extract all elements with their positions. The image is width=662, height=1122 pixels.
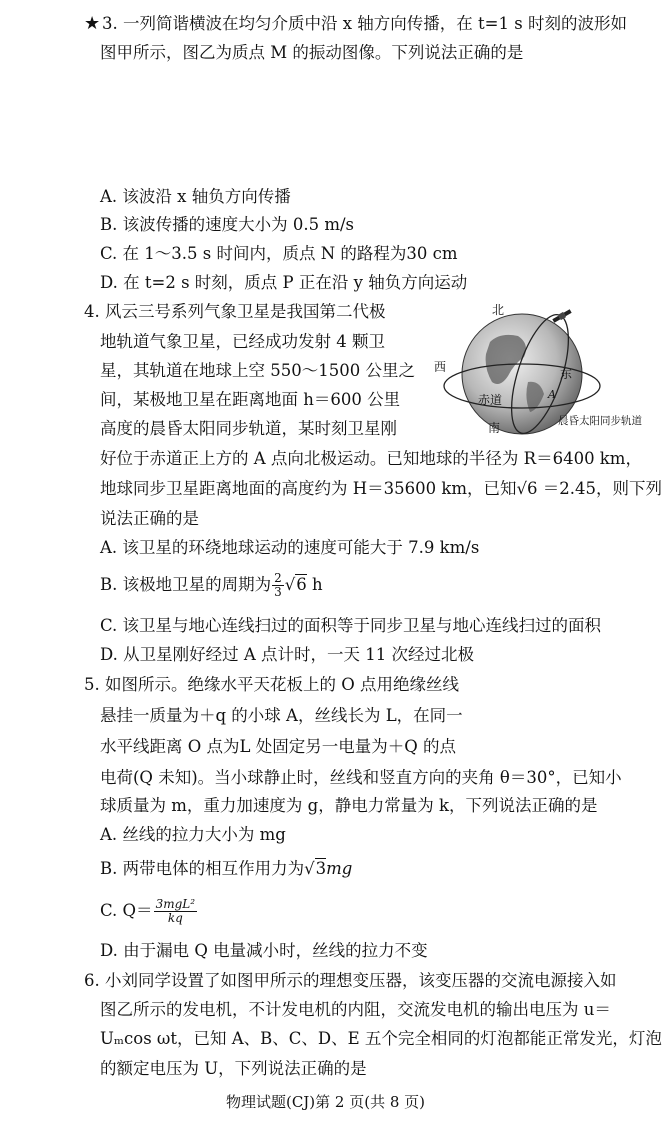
q4-option-b-unit: h	[306, 575, 323, 594]
q5-option-c-fraction	[154, 898, 197, 925]
fraction-denominator: 3	[274, 585, 282, 599]
q6-stem-line-4: 的额定电压为 U，下列说法正确的是	[100, 1059, 367, 1078]
label-north: 北	[492, 303, 505, 317]
q5-option-b: B. 两带电体的相互作用力为√3mg	[100, 859, 353, 878]
q5-option-d: D. 由于漏电 Q 电量减小时，丝线的拉力不变	[100, 941, 428, 960]
q5-option-b-suffix: mg	[326, 859, 353, 878]
q4-option-b: B. 该极地卫星的周期为 $\frac{2}{3}$ √6 h	[100, 571, 323, 599]
q3-stem-line-1: 3. 一列简谐横波在均匀介质中沿 x 轴方向传播，在 t=1 s 时刻的波形如	[102, 14, 627, 33]
q3-stem-line-2: 图甲所示，图乙为质点 M 的振动图像。下列说法正确的是	[100, 43, 524, 62]
q4-option-b-fraction	[272, 572, 284, 599]
fraction-numerator: 2	[274, 571, 282, 585]
q6-stem-line-3: Uₘcos ωt，已知 A、B、C、D、E 五个完全相同的灯泡都能正常发光，灯泡	[100, 1029, 662, 1048]
q4-stem-line-2: 地轨道气象卫星，已经成功发射 4 颗卫	[100, 332, 385, 351]
fraction-numerator: 3mgL²	[155, 897, 196, 911]
page-footer: 物理试题(CJ)第 2 页(共 8 页)	[225, 1093, 426, 1111]
q4-stem-line-5: 高度的晨昏太阳同步轨道，某时刻卫星刚	[100, 419, 397, 438]
label-south: 南	[488, 421, 501, 435]
q4-option-b-text: B. 该极地卫星的周期为	[100, 575, 272, 594]
fraction-denominator: kq	[167, 911, 183, 925]
q4-stem-line-4: 间，某极地卫星在距离地面 h＝600 公里	[100, 390, 401, 409]
q5-option-c	[100, 898, 198, 925]
star-mark: ★	[84, 13, 101, 34]
label-west: 西	[434, 360, 447, 374]
q4-stem-line-1: 4. 风云三号系列气象卫星是我国第二代极	[84, 302, 386, 321]
q3-option-a: A. 该波沿 x 轴负方向传播	[100, 187, 291, 206]
q6-stem-line-2: 图乙所示的发电机，不计发电机的内阻，交流发电机的输出电压为 u＝	[100, 1000, 611, 1019]
label-orbit: 晨昏太阳同步轨道	[558, 415, 642, 427]
q4-stem-line-6: 好位于赤道正上方的 A 点向北极运动。已知地球的半径为 R＝6400 km，	[100, 449, 642, 468]
q4-option-a: A. 该卫星的环绕地球运动的速度可能大于 7.9 km/s	[100, 538, 480, 557]
q5-option-b-text: B. 两带电体的相互作用力为	[100, 859, 305, 878]
q4-stem-line-3: 星，其轨道在地球上空 550～1500 公里之	[100, 361, 415, 380]
q4-option-c: C. 该卫星与地心连线扫过的面积等于同步卫星与地心连线扫过的面积	[100, 616, 602, 635]
q5-option-c-text: C. Q＝	[100, 901, 153, 920]
q5-stem-line-4: 电荷(Q 未知)。当小球静止时，丝线和竖直方向的夹角 θ＝30°，已知小	[100, 768, 622, 787]
q5-option-a: A. 丝线的拉力大小为 mg	[100, 825, 286, 844]
q3-option-d: D. 在 t=2 s 时刻，质点 P 正在沿 y 轴负方向运动	[100, 273, 468, 292]
q4-stem-line-8: 说法正确的是	[100, 509, 199, 528]
q5-stem-line-3: 水平线距离 O 点为L 处固定另一电量为＋Q 的点	[100, 737, 456, 756]
q5-stem-line-5: 球质量为 m，重力加速度为 g，静电力常量为 k，下列说法正确的是	[100, 796, 598, 815]
q4-option-d: D. 从卫星刚好经过 A 点计时，一天 11 次经过北极	[100, 645, 475, 664]
q3-option-b: B. 该波传播的速度大小为 0.5 m/s	[100, 215, 355, 234]
q5-stem-line-2: 悬挂一质量为＋q 的小球 A，丝线长为 L，在同一	[100, 706, 463, 725]
satellite-icon	[552, 308, 572, 323]
q4-stem-line-7: 地球同步卫星距离地面的高度约为 H＝35600 km，已知√6 ＝2.45，则下列	[100, 479, 662, 498]
label-equator: 赤道	[478, 393, 503, 407]
q3-option-c: C. 在 1～3.5 s 时间内，质点 N 的路程为30 cm	[100, 244, 458, 263]
q4-option-b-radicand: 6	[296, 575, 307, 594]
label-point-a: A	[548, 388, 556, 401]
q6-stem-line-1: 6. 小刘同学设置了如图甲所示的理想变压器，该变压器的交流电源接入如	[84, 971, 617, 990]
q5-stem-line-1: 5. 如图所示。绝缘水平天花板上的 O 点用绝缘丝线	[84, 675, 460, 694]
label-east: 东	[560, 367, 573, 381]
q5-option-b-radicand: 3	[315, 859, 327, 878]
globe-orbit-figure	[434, 302, 642, 438]
